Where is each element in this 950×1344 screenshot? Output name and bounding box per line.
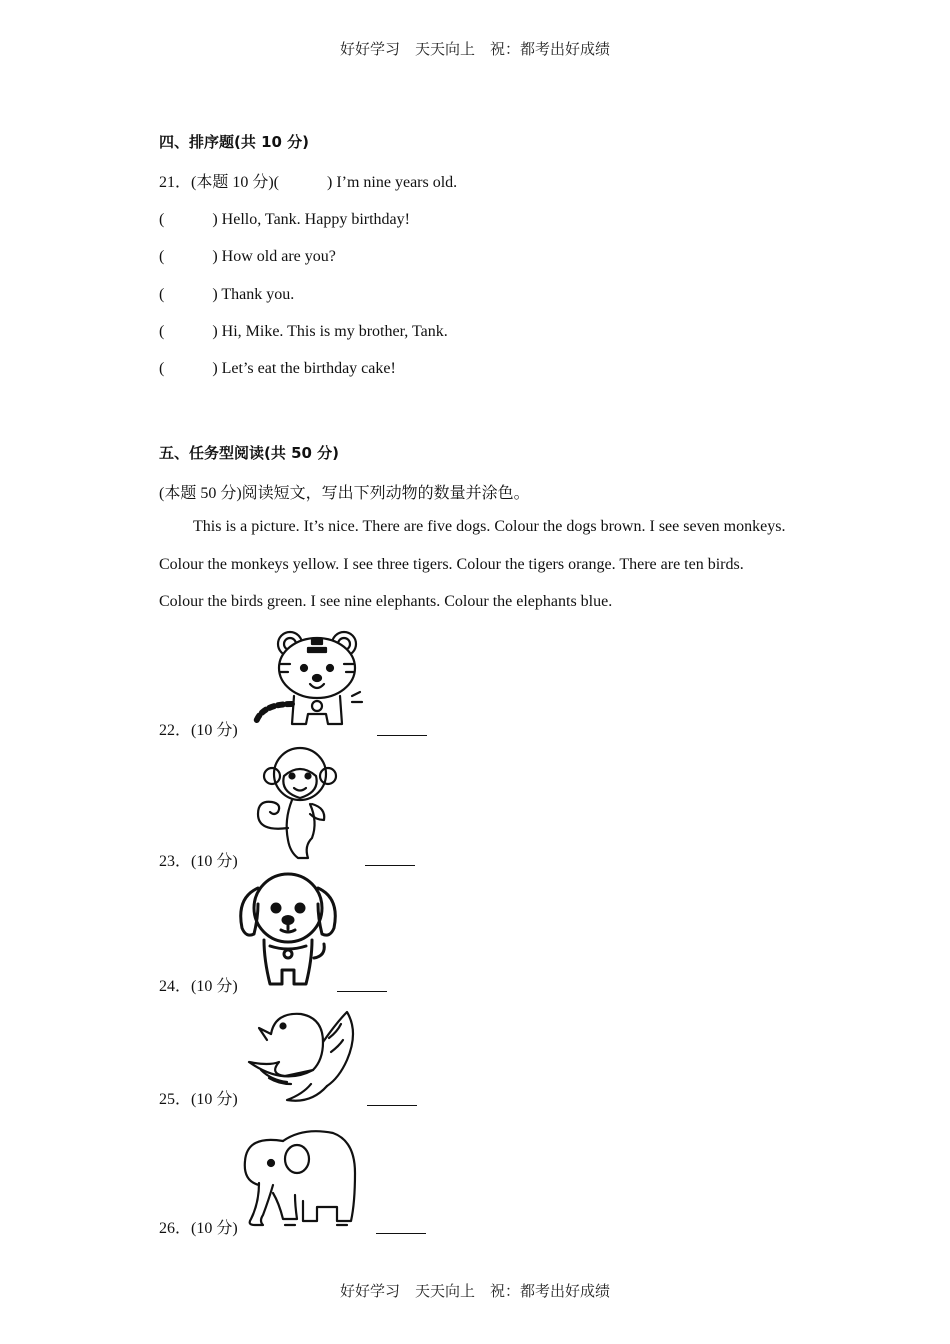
question-26-label: 26．(10 分) bbox=[159, 1220, 238, 1237]
order-item-3: ( ) Thank you. bbox=[159, 286, 295, 303]
answer-blank-24[interactable] bbox=[337, 990, 387, 992]
question-25-label: 25．(10 分) bbox=[159, 1091, 238, 1108]
elephant-icon bbox=[243, 1127, 359, 1227]
reading-passage: This is a picture. It’s nice. There are five dogs. Colour the dogs brown. I see seven monkeys. Colour the monkeys yellow. I see three tigers. Colour the tigers orange. There are ten birds. Colour the birds green. I see nine elephants. Colour the elephants blue. bbox=[159, 518, 786, 610]
question-23-label: 23．(10 分) bbox=[159, 853, 238, 870]
order-item-2: ( ) How old are you? bbox=[159, 248, 336, 265]
order-item-5: ( ) Let’s eat the birthday cake! bbox=[159, 360, 396, 377]
answer-blank-22[interactable] bbox=[377, 734, 427, 736]
dog-icon bbox=[238, 866, 338, 990]
order-item-4: ( ) Hi, Mike. This is my brother, Tank. bbox=[159, 323, 448, 340]
question-24-label: 24．(10 分) bbox=[159, 978, 238, 995]
section-4-title: 四、排序题(共 10 分) bbox=[159, 133, 310, 151]
answer-blank-26[interactable] bbox=[376, 1232, 426, 1234]
answer-blank-23[interactable] bbox=[365, 864, 415, 866]
bird-icon bbox=[243, 1008, 359, 1104]
section-5-title: 五、任务型阅读(共 50 分) bbox=[159, 444, 340, 462]
order-item-1: ( ) Hello, Tank. Happy birthday! bbox=[159, 211, 410, 228]
question-21: 21．(本题 10 分)( ) I’m nine years old. bbox=[159, 174, 458, 191]
answer-blank-25[interactable] bbox=[367, 1104, 417, 1106]
page-footer: 好好学习 天天向上 祝：都考出好成绩 bbox=[339, 1282, 610, 1300]
tiger-icon bbox=[252, 626, 372, 734]
section-5-instruction: (本题 50 分)阅读短文，写出下列动物的数量并涂色。 bbox=[159, 485, 530, 502]
monkey-icon bbox=[252, 744, 342, 862]
question-22-label: 22．(10 分) bbox=[159, 722, 238, 739]
page-header: 好好学习 天天向上 祝：都考出好成绩 bbox=[339, 40, 610, 58]
